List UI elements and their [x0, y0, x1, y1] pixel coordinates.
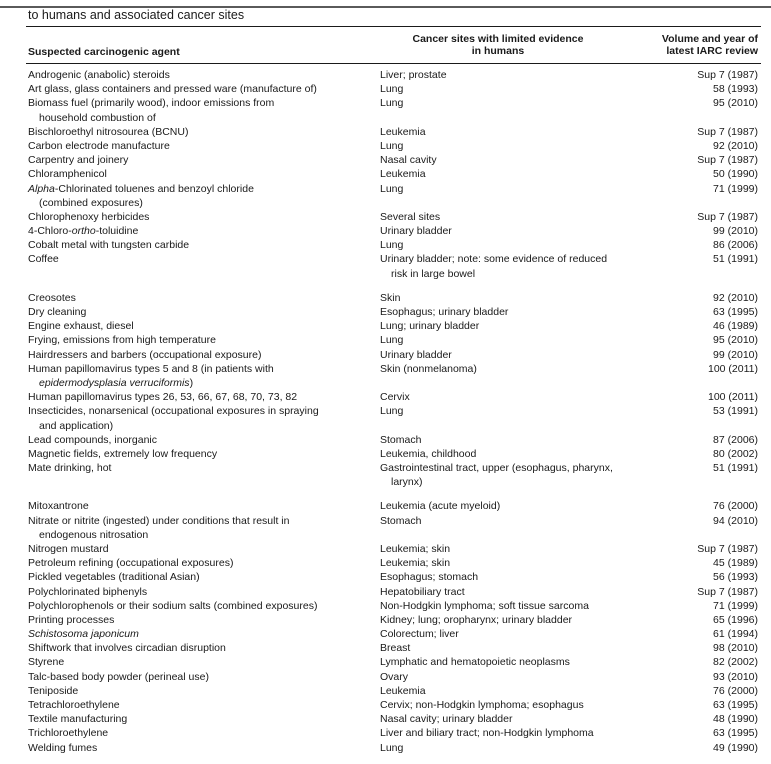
sites-cell — [380, 613, 572, 627]
table-row — [0, 726, 771, 740]
table-row — [0, 182, 771, 210]
table-row — [0, 712, 771, 726]
table-row — [0, 125, 771, 139]
sites-line: Lung; urinary bladder — [380, 320, 480, 333]
agent-line: Welding fumes — [28, 741, 98, 754]
table-row — [0, 238, 771, 252]
table-row — [0, 613, 771, 627]
sites-cell — [380, 542, 450, 556]
agent-line: Nitrogen mustard — [28, 542, 109, 555]
table-row — [0, 655, 771, 669]
volume-cell: Sup 7 (1987) — [697, 542, 758, 555]
sites-line: Esophagus; urinary bladder — [380, 305, 509, 318]
agent-cell — [28, 461, 111, 475]
sites-line: Stomach — [380, 514, 422, 527]
sites-cell — [380, 82, 403, 96]
sites-line: Leukemia; skin — [380, 557, 451, 570]
sites-line: Lung — [380, 239, 404, 252]
volume-cell: 45 (1989) — [713, 557, 758, 570]
sites-line: Cervix — [380, 391, 410, 404]
column-header-volume — [640, 33, 758, 57]
agent-cell — [28, 570, 200, 584]
volume-cell: 93 (2010) — [713, 670, 758, 683]
agent-line: Alpha-Chlorinated toluenes and benzoyl chloride — [28, 182, 254, 195]
volume-cell: 48 (1990) — [713, 713, 758, 726]
sites-cell — [380, 556, 450, 570]
agent-cell — [28, 641, 226, 655]
sites-cell — [380, 291, 400, 305]
table-row — [0, 210, 771, 224]
sites-line: risk in large bowel — [391, 267, 476, 280]
agent-cell — [28, 499, 89, 513]
sites-line: Colorectum; liver — [380, 628, 459, 641]
sites-cell — [380, 348, 452, 362]
agent-line: Carbon electrode manufacture — [28, 139, 170, 152]
agent-line: and application) — [39, 419, 114, 432]
sites-line: Nasal cavity; urinary bladder — [380, 713, 513, 726]
sites-cell — [380, 210, 440, 224]
table-row — [0, 404, 771, 432]
column-header-volume-line1: Volume and year of — [661, 33, 758, 45]
sites-line: Esophagus; stomach — [380, 571, 479, 584]
sites-line: Liver and biliary tract; non-Hodgkin lymphoma — [380, 727, 594, 740]
sites-line: Skin — [380, 291, 401, 304]
volume-cell: 65 (1996) — [713, 613, 758, 626]
agent-cell — [28, 670, 209, 684]
agent-cell — [28, 305, 86, 319]
agent-cell — [28, 585, 147, 599]
table-row — [0, 499, 771, 513]
table-row — [0, 252, 771, 290]
agent-cell — [28, 433, 157, 447]
volume-cell: 82 (2002) — [713, 656, 758, 669]
table-row — [0, 96, 771, 124]
sites-line: Urinary bladder — [380, 348, 452, 361]
sites-line: Several sites — [380, 210, 441, 223]
sites-cell — [380, 362, 477, 376]
sites-line: Cervix; non-Hodgkin lymphoma; esophagus — [380, 699, 584, 712]
table-row — [0, 542, 771, 556]
table-row — [0, 305, 771, 319]
table-row — [0, 570, 771, 584]
sites-line: Nasal cavity — [380, 154, 437, 167]
table-row — [0, 362, 771, 390]
sites-line: Leukemia; skin — [380, 542, 451, 555]
sites-cell — [380, 741, 403, 755]
table-row — [0, 333, 771, 347]
volume-cell: 86 (2006) — [713, 239, 758, 252]
agent-cell — [28, 319, 134, 333]
sites-cell — [380, 252, 607, 280]
column-header-sites — [375, 33, 621, 57]
volume-cell: 71 (1999) — [713, 599, 758, 612]
table-row — [0, 68, 771, 82]
agent-cell — [28, 153, 128, 167]
volume-cell: 94 (2010) — [713, 514, 758, 527]
agent-line: Talc-based body powder (perineal use) — [28, 670, 209, 683]
agent-cell — [28, 182, 254, 210]
agent-cell — [28, 82, 317, 96]
table-row — [0, 390, 771, 404]
volume-cell: 71 (1999) — [713, 182, 758, 195]
sites-line: Gastrointestinal tract, upper (esophagus, pharynx, — [380, 462, 613, 475]
agent-line: Shiftwork that involves circadian disruption — [28, 642, 226, 655]
table-row — [0, 585, 771, 599]
agent-line: Schistosoma japonicum — [28, 628, 139, 641]
sites-line: Leukemia (acute myeloid) — [380, 500, 501, 513]
volume-cell: 46 (1989) — [713, 320, 758, 333]
agent-line: Styrene — [28, 656, 65, 669]
sites-line: Breast — [380, 642, 411, 655]
agent-cell — [28, 252, 59, 266]
sites-line: Lung — [380, 97, 404, 110]
volume-cell: 99 (2010) — [713, 348, 758, 361]
agent-cell — [28, 627, 139, 641]
agent-cell — [28, 348, 261, 362]
volume-cell: Sup 7 (1987) — [697, 125, 758, 138]
sites-cell — [380, 125, 426, 139]
agent-cell — [28, 362, 274, 390]
agent-line: Coffee — [28, 253, 59, 266]
volume-cell: 53 (1991) — [713, 405, 758, 418]
volume-cell: 63 (1995) — [713, 699, 758, 712]
sites-line: Lung — [380, 741, 404, 754]
agent-cell — [28, 238, 189, 252]
table-row — [0, 627, 771, 641]
column-header-sites-line2: in humans — [471, 45, 525, 57]
sites-cell — [380, 167, 426, 181]
volume-cell: Sup 7 (1987) — [697, 210, 758, 223]
sites-line: Non-Hodgkin lymphoma; soft tissue sarcoma — [380, 599, 589, 612]
sites-cell — [380, 139, 403, 153]
sites-cell — [380, 447, 476, 461]
agent-cell — [28, 68, 170, 82]
sites-cell — [380, 182, 403, 196]
sites-line: Leukemia, childhood — [380, 447, 477, 460]
agent-line: Pickled vegetables (traditional Asian) — [28, 571, 200, 584]
table-caption: to humans and associated cancer sites — [28, 8, 245, 22]
volume-cell: Sup 7 (1987) — [697, 585, 758, 598]
sites-line: Lung — [380, 182, 404, 195]
sites-cell — [380, 655, 570, 669]
table-row — [0, 556, 771, 570]
sites-line: Lung — [380, 139, 404, 152]
agent-cell — [28, 655, 64, 669]
agent-line: Mitoxantrone — [28, 500, 89, 513]
agent-line: Petroleum refining (occupational exposures) — [28, 557, 234, 570]
table-row — [0, 153, 771, 167]
agent-line: endogenous nitrosation — [39, 528, 149, 541]
agent-line: Insecticides, nonarsenical (occupational exposures in spraying — [28, 405, 319, 418]
volume-cell: 50 (1990) — [713, 168, 758, 181]
agent-line: Human papillomavirus types 5 and 8 (in patients with — [28, 362, 274, 375]
agent-line: Creosotes — [28, 291, 76, 304]
agent-line: Textile manufacturing — [28, 713, 128, 726]
sites-cell — [380, 238, 403, 252]
table-row — [0, 348, 771, 362]
sites-cell — [380, 305, 508, 319]
agent-line: Magnetic fields, extremely low frequency — [28, 447, 218, 460]
sites-cell — [380, 433, 421, 447]
agent-cell — [28, 404, 319, 432]
agent-line: Hairdressers and barbers (occupational exposure) — [28, 348, 262, 361]
volume-cell: 98 (2010) — [713, 642, 758, 655]
volume-cell: 76 (2000) — [713, 500, 758, 513]
table-row — [0, 224, 771, 238]
agent-line: Tetrachloroethylene — [28, 699, 120, 712]
volume-cell: 63 (1995) — [713, 727, 758, 740]
sites-cell — [380, 698, 584, 712]
sites-cell — [380, 514, 421, 528]
agent-cell — [28, 712, 127, 726]
volume-cell: 61 (1994) — [713, 628, 758, 641]
sites-cell — [380, 570, 478, 584]
agent-cell — [28, 210, 149, 224]
agent-line: Printing processes — [28, 613, 115, 626]
sites-cell — [380, 726, 594, 740]
volume-cell: 99 (2010) — [713, 225, 758, 238]
agent-cell — [28, 333, 216, 347]
column-header-sites-line1: Cancer sites with limited evidence — [412, 33, 584, 45]
volume-cell: 95 (2010) — [713, 334, 758, 347]
agent-cell — [28, 599, 317, 613]
sites-cell — [380, 585, 465, 599]
agent-line: Chlorophenoxy herbicides — [28, 210, 150, 223]
sites-cell — [380, 224, 452, 238]
sites-cell — [380, 712, 512, 726]
agent-line: Mate drinking, hot — [28, 462, 112, 475]
sites-line: Stomach — [380, 433, 422, 446]
agent-line: Lead compounds, inorganic — [28, 433, 158, 446]
sites-cell — [380, 68, 447, 82]
sites-line: Leukemia — [380, 168, 426, 181]
volume-cell: 63 (1995) — [713, 305, 758, 318]
agent-cell — [28, 556, 233, 570]
volume-cell: 49 (1990) — [713, 741, 758, 754]
sites-cell — [380, 627, 459, 641]
agent-cell — [28, 741, 97, 755]
table-row — [0, 641, 771, 655]
table-body — [0, 68, 771, 755]
sites-line: Skin (nonmelanoma) — [380, 362, 477, 375]
agent-line: Human papillomavirus types 26, 53, 66, 67, 68, 70, 73, 82 — [28, 391, 298, 404]
table-row — [0, 461, 771, 499]
sites-line: Lymphatic and hematopoietic neoplasms — [380, 656, 570, 669]
table-row — [0, 599, 771, 613]
agent-line: Bischloroethyl nitrosourea (BCNU) — [28, 125, 189, 138]
volume-cell: 92 (2010) — [713, 291, 758, 304]
sites-line: Liver; prostate — [380, 69, 447, 81]
volume-cell: 76 (2000) — [713, 684, 758, 697]
sites-cell — [380, 670, 408, 684]
agent-line: Frying, emissions from high temperature — [28, 334, 216, 347]
agent-line: Teniposide — [28, 684, 79, 697]
sites-cell — [380, 461, 613, 489]
table-row — [0, 433, 771, 447]
volume-cell: 92 (2010) — [713, 139, 758, 152]
volume-cell: 51 (1991) — [713, 462, 758, 475]
volume-cell: 58 (1993) — [713, 83, 758, 96]
volume-cell: 100 (2011) — [707, 362, 758, 375]
agent-line: (combined exposures) — [39, 196, 143, 209]
sites-line: Lung — [380, 405, 404, 418]
volume-cell: 95 (2010) — [713, 97, 758, 110]
sites-cell — [380, 599, 589, 613]
agent-line: Nitrate or nitrite (ingested) under conditions that result in — [28, 514, 290, 527]
sites-line: Leukemia — [380, 684, 426, 697]
sites-line: Urinary bladder; note: some evidence of reduced — [380, 253, 608, 266]
table-row — [0, 741, 771, 755]
agent-line: household combustion of — [39, 111, 156, 124]
sites-cell — [380, 499, 500, 513]
table-row — [0, 319, 771, 333]
volume-cell: Sup 7 (1987) — [697, 154, 758, 167]
sites-cell — [380, 641, 410, 655]
table-row — [0, 684, 771, 698]
agent-cell — [28, 613, 114, 627]
agent-line: Trichloroethylene — [28, 727, 109, 740]
agent-line: 4-Chloro-ortho-toluidine — [28, 225, 139, 238]
sites-line: larynx) — [391, 476, 423, 489]
sites-line: Hepatobiliary tract — [380, 585, 465, 598]
volume-cell: 87 (2006) — [713, 433, 758, 446]
agent-cell — [28, 125, 188, 139]
sites-line: Ovary — [380, 670, 409, 683]
volume-cell: 100 (2011) — [707, 391, 758, 404]
volume-cell: 56 (1993) — [713, 571, 758, 584]
agent-cell — [28, 291, 76, 305]
header-top-rule — [26, 26, 761, 27]
agent-line: epidermodysplasia verruciformis) — [39, 376, 194, 389]
agent-line: Polychlorophenols or their sodium salts (combined exposures) — [28, 599, 318, 612]
table-row — [0, 447, 771, 461]
agent-cell — [28, 447, 217, 461]
agent-line: Cobalt metal with tungsten carbide — [28, 239, 190, 252]
agent-line: Dry cleaning — [28, 305, 87, 318]
table-row — [0, 82, 771, 96]
agent-cell — [28, 390, 297, 404]
agent-line: Polychlorinated biphenyls — [28, 585, 148, 598]
sites-line: Lung — [380, 83, 404, 96]
agent-line: Biomass fuel (primarily wood), indoor emissions from — [28, 97, 275, 110]
table-row — [0, 167, 771, 181]
agent-cell — [28, 139, 170, 153]
sites-cell — [380, 684, 426, 698]
sites-line: Urinary bladder — [380, 225, 452, 238]
table-row — [0, 291, 771, 305]
table-row — [0, 670, 771, 684]
column-header-agent: Suspected carcinogenic agent — [28, 46, 180, 58]
table-row — [0, 514, 771, 542]
agent-cell — [28, 726, 108, 740]
sites-line: Kidney; lung; oropharynx; urinary bladder — [380, 613, 573, 626]
agent-cell — [28, 698, 120, 712]
agent-cell — [28, 542, 109, 556]
column-header-volume-line2: latest IARC review — [666, 45, 758, 57]
volume-cell: Sup 7 (1987) — [697, 69, 758, 81]
sites-cell — [380, 153, 437, 167]
header-bottom-rule — [26, 63, 761, 64]
table-row — [0, 698, 771, 712]
volume-cell: 51 (1991) — [713, 253, 758, 266]
agent-cell — [28, 167, 107, 181]
agent-line: Engine exhaust, diesel — [28, 320, 134, 333]
sites-cell — [380, 390, 410, 404]
sites-cell — [380, 404, 403, 418]
sites-cell — [380, 319, 479, 333]
sites-line: Lung — [380, 334, 404, 347]
agent-line: Carpentry and joinery — [28, 154, 129, 167]
table-row — [0, 139, 771, 153]
sites-cell — [380, 333, 403, 347]
agent-cell — [28, 514, 289, 542]
agent-line: Androgenic (anabolic) steroids — [28, 69, 170, 81]
agent-line: Art glass, glass containers and pressed ware (manufacture of) — [28, 83, 317, 96]
volume-cell: 80 (2002) — [713, 447, 758, 460]
agent-line: Chloramphenicol — [28, 168, 107, 181]
sites-line: Leukemia — [380, 125, 426, 138]
agent-cell — [28, 224, 138, 238]
agent-cell — [28, 96, 274, 124]
agent-cell — [28, 684, 78, 698]
sites-cell — [380, 96, 403, 110]
